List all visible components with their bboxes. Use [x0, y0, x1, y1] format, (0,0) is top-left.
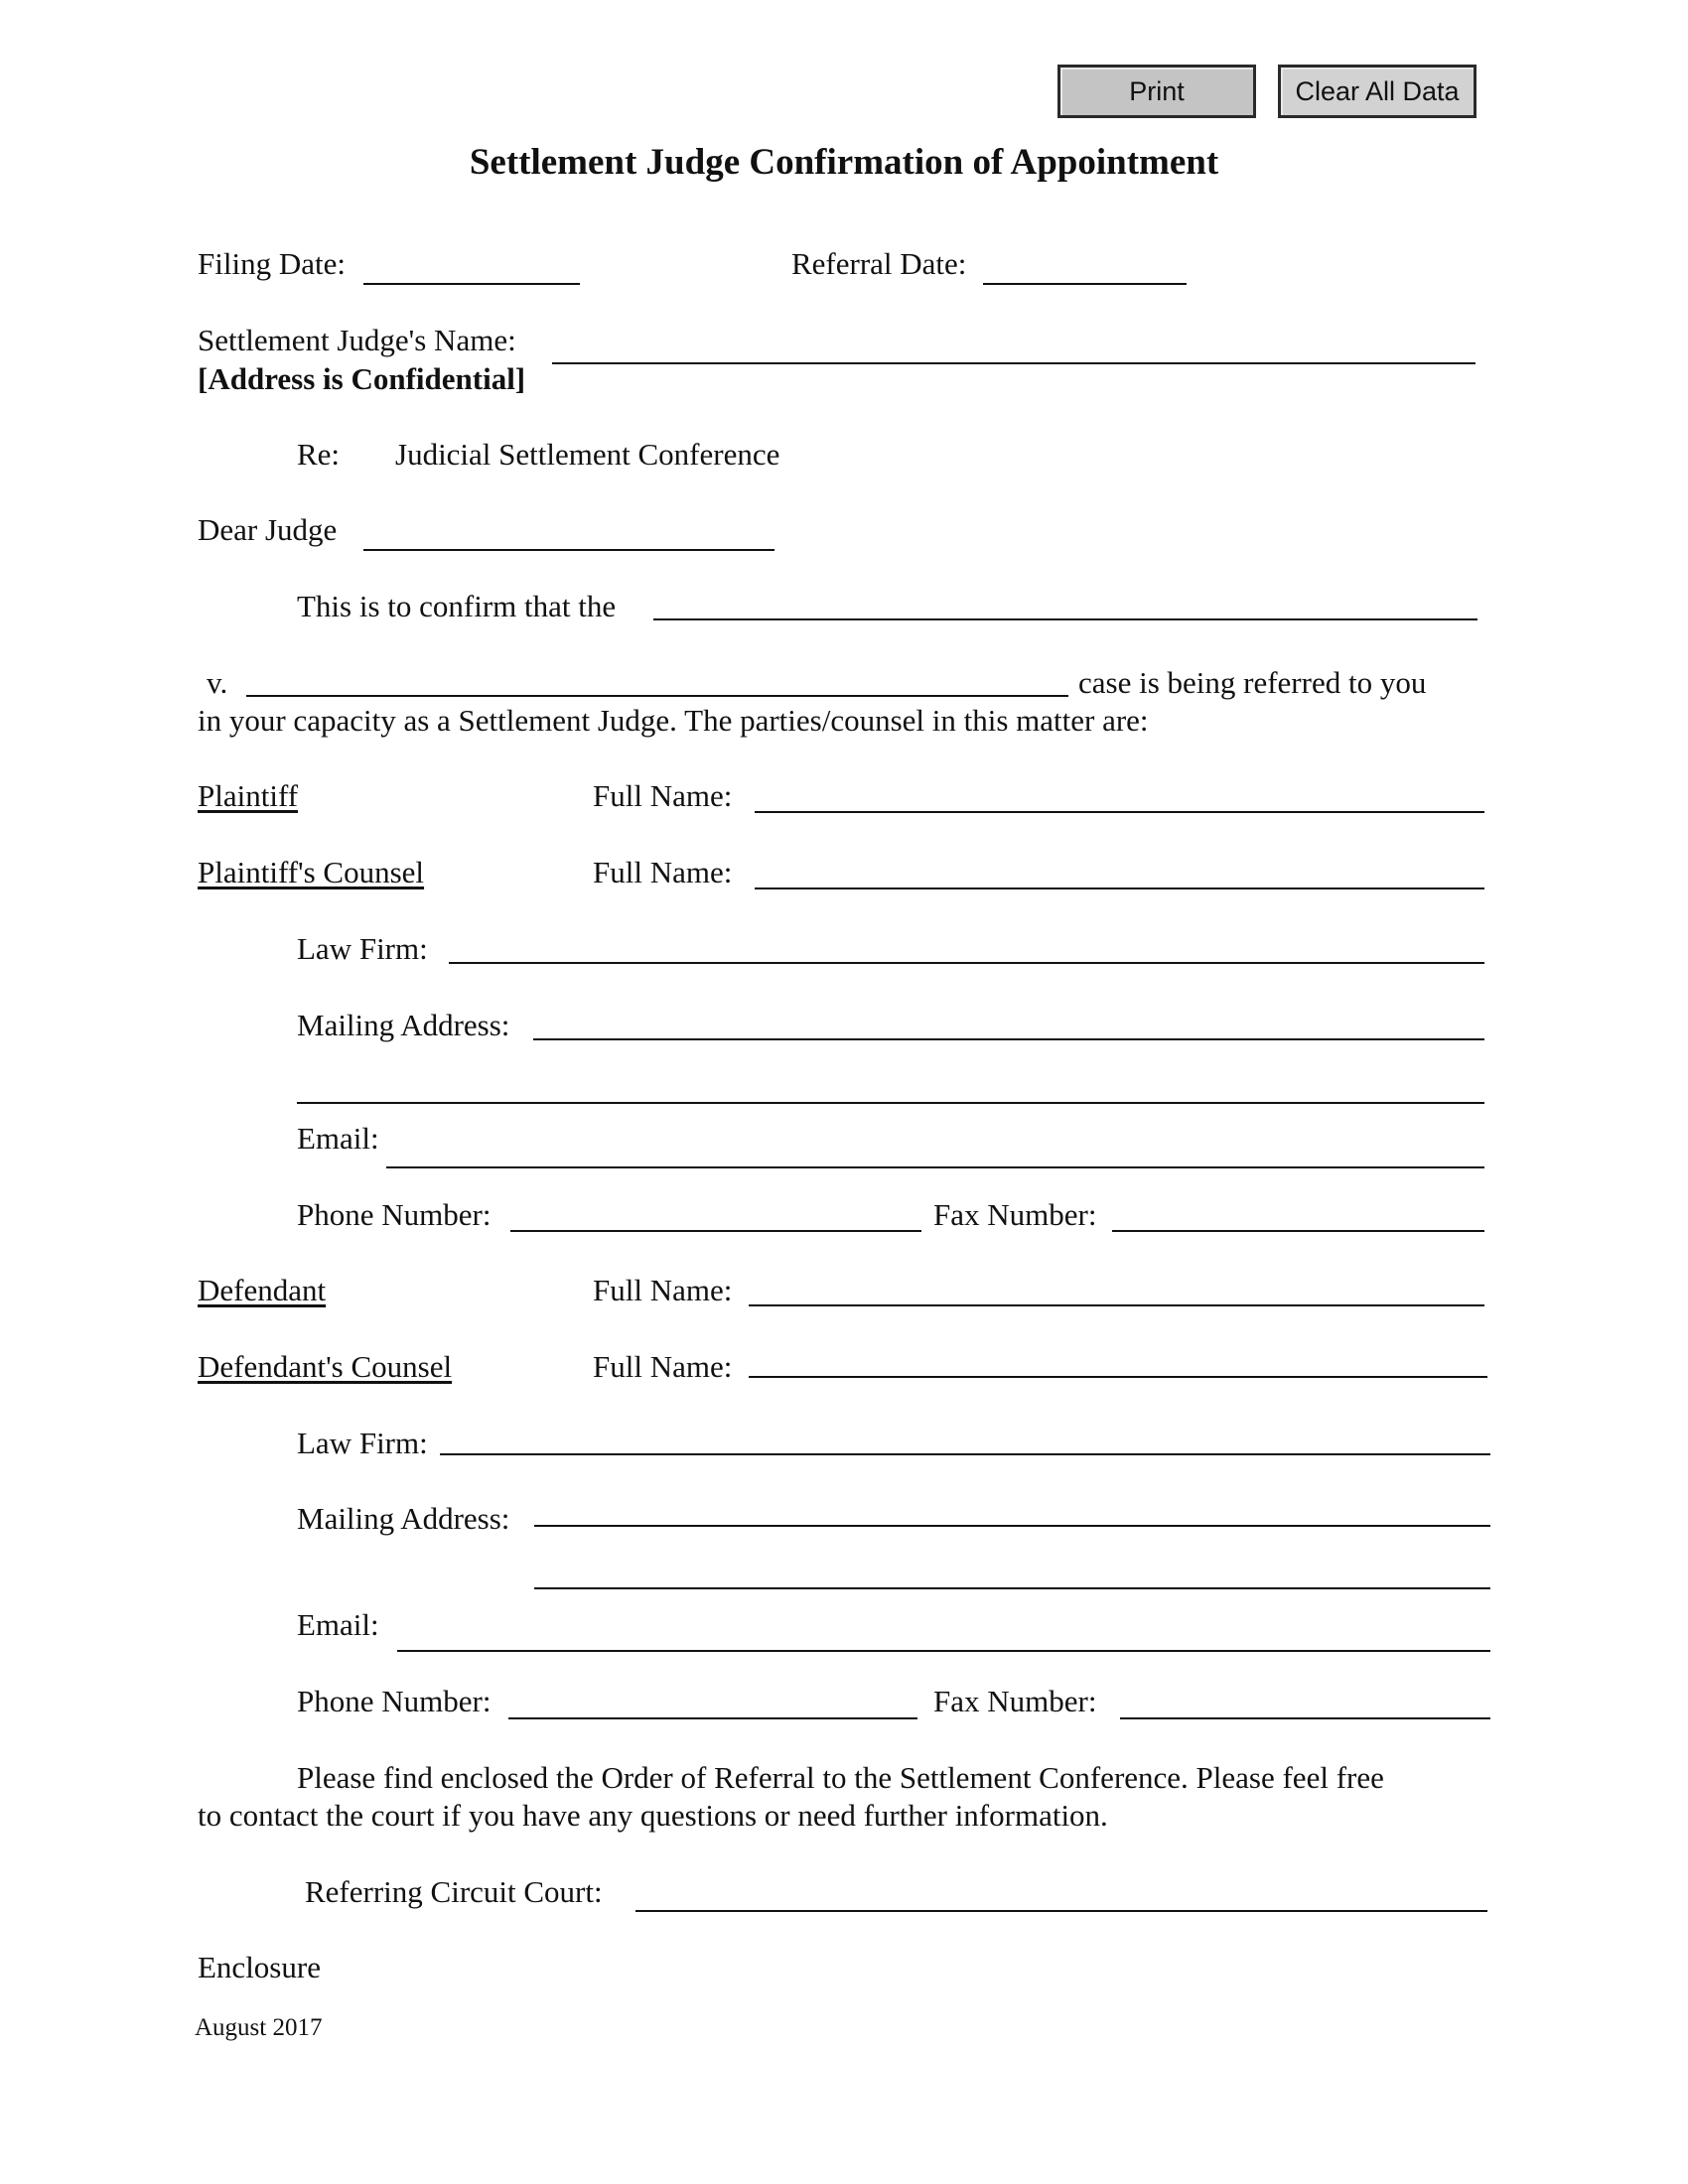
defendant-counsel-full-name-field[interactable] — [749, 1345, 1487, 1379]
plaintiff-mailing-address-underline — [533, 1038, 1484, 1040]
plaintiff-fax-field[interactable] — [1112, 1195, 1484, 1229]
plaintiff-email-field[interactable] — [386, 1134, 1484, 1167]
referring-court-underline — [635, 1910, 1487, 1912]
plaintiff-counsel-full-name-field[interactable] — [755, 853, 1484, 887]
plaintiff-law-firm-label: Law Firm: — [297, 931, 428, 966]
plaintiff-email-label: Email: — [297, 1121, 379, 1156]
defendant-case-name-field[interactable] — [246, 663, 1068, 697]
plaintiff-email-underline — [386, 1166, 1484, 1168]
plaintiff-heading: Plaintiff — [198, 778, 299, 813]
capacity-text: in your capacity as a Settlement Judge. The parties/counsel in this matter are: — [198, 703, 1149, 738]
closing-paragraph-line1: Please find enclosed the Order of Referral to the Settlement Conference. Please feel free — [297, 1760, 1384, 1795]
defendant-mailing-address-field[interactable] — [534, 1495, 1490, 1529]
defendant-phone-underline — [508, 1717, 917, 1719]
plaintiff-mailing-address-line2-underline — [297, 1102, 1484, 1104]
defendant-full-name-underline — [749, 1304, 1484, 1306]
clear-all-data-button[interactable]: Clear All Data — [1278, 65, 1477, 118]
filing-date-label: Filing Date: — [198, 246, 346, 281]
defendant-law-firm-underline — [440, 1453, 1490, 1455]
plaintiff-counsel-full-name-label: Full Name: — [593, 855, 733, 889]
plaintiff-counsel-full-name-underline — [755, 887, 1484, 889]
defendant-mailing-address-label: Mailing Address: — [297, 1501, 510, 1536]
address-confidential-note: [Address is Confidential] — [198, 361, 526, 396]
dear-judge-label: Dear Judge — [198, 512, 338, 547]
plaintiff-case-name-underline — [653, 618, 1477, 620]
defendant-phone-label: Phone Number: — [297, 1684, 492, 1718]
plaintiff-fax-label: Fax Number: — [933, 1197, 1097, 1232]
defendant-fax-label: Fax Number: — [933, 1684, 1097, 1718]
defendant-law-firm-field[interactable] — [440, 1422, 1490, 1455]
page-title: Settlement Judge Confirmation of Appointment — [469, 142, 1219, 183]
plaintiff-full-name-label: Full Name: — [593, 778, 733, 813]
defendant-counsel-full-name-label: Full Name: — [593, 1349, 733, 1384]
filing-date-underline — [363, 283, 580, 285]
filing-date-field[interactable] — [363, 248, 580, 282]
defendant-email-label: Email: — [297, 1607, 379, 1642]
defendant-full-name-label: Full Name: — [593, 1273, 733, 1307]
plaintiff-phone-label: Phone Number: — [297, 1197, 492, 1232]
plaintiff-case-name-field[interactable] — [653, 588, 1477, 621]
defendant-case-name-underline — [246, 695, 1068, 697]
defendant-law-firm-label: Law Firm: — [297, 1426, 428, 1460]
defendant-fax-underline — [1120, 1717, 1490, 1719]
plaintiff-law-firm-field[interactable] — [449, 929, 1484, 963]
confirm-text: This is to confirm that the — [297, 589, 617, 623]
case-referred-text: case is being referred to you — [1078, 665, 1427, 700]
defendant-email-underline — [397, 1650, 1490, 1652]
judge-name-field[interactable] — [552, 326, 1476, 359]
print-button[interactable]: Print — [1057, 65, 1256, 118]
judge-name-underline — [552, 362, 1476, 364]
plaintiff-fax-underline — [1112, 1230, 1484, 1232]
referral-date-label: Referral Date: — [791, 246, 967, 281]
plaintiff-mailing-address-label: Mailing Address: — [297, 1008, 510, 1042]
versus-label: v. — [207, 665, 228, 700]
plaintiff-counsel-heading: Plaintiff's Counsel — [198, 855, 425, 889]
plaintiff-law-firm-underline — [449, 962, 1484, 964]
defendant-counsel-full-name-underline — [749, 1376, 1487, 1378]
defendant-full-name-field[interactable] — [749, 1271, 1484, 1304]
defendant-counsel-heading: Defendant's Counsel — [198, 1349, 453, 1384]
defendant-mailing-address-line2-field[interactable] — [534, 1557, 1490, 1590]
enclosure-label: Enclosure — [198, 1950, 321, 1984]
defendant-email-field[interactable] — [397, 1618, 1490, 1652]
defendant-mailing-address-underline — [534, 1525, 1490, 1527]
dear-judge-underline — [363, 549, 774, 551]
footer-date: August 2017 — [195, 2014, 323, 2041]
plaintiff-mailing-address-field[interactable] — [533, 1006, 1484, 1039]
re-subject: Judicial Settlement Conference — [395, 437, 780, 472]
defendant-phone-field[interactable] — [508, 1683, 917, 1716]
defendant-heading: Defendant — [198, 1273, 327, 1307]
referral-date-field[interactable] — [983, 248, 1187, 282]
plaintiff-phone-underline — [510, 1230, 921, 1232]
plaintiff-full-name-underline — [755, 811, 1484, 813]
defendant-mailing-address-line2-underline — [534, 1587, 1490, 1589]
referral-date-underline — [983, 283, 1187, 285]
defendant-fax-field[interactable] — [1120, 1683, 1490, 1716]
plaintiff-mailing-address-line2-field[interactable] — [297, 1069, 1484, 1103]
dear-judge-field[interactable] — [363, 514, 774, 548]
plaintiff-phone-field[interactable] — [510, 1195, 921, 1229]
re-label: Re: — [297, 437, 341, 472]
judge-name-label: Settlement Judge's Name: — [198, 323, 516, 357]
referring-court-label: Referring Circuit Court: — [305, 1874, 603, 1909]
closing-paragraph-line2: to contact the court if you have any questions or need further information. — [198, 1798, 1108, 1833]
plaintiff-full-name-field[interactable] — [755, 776, 1484, 810]
referring-court-field[interactable] — [635, 1874, 1487, 1908]
